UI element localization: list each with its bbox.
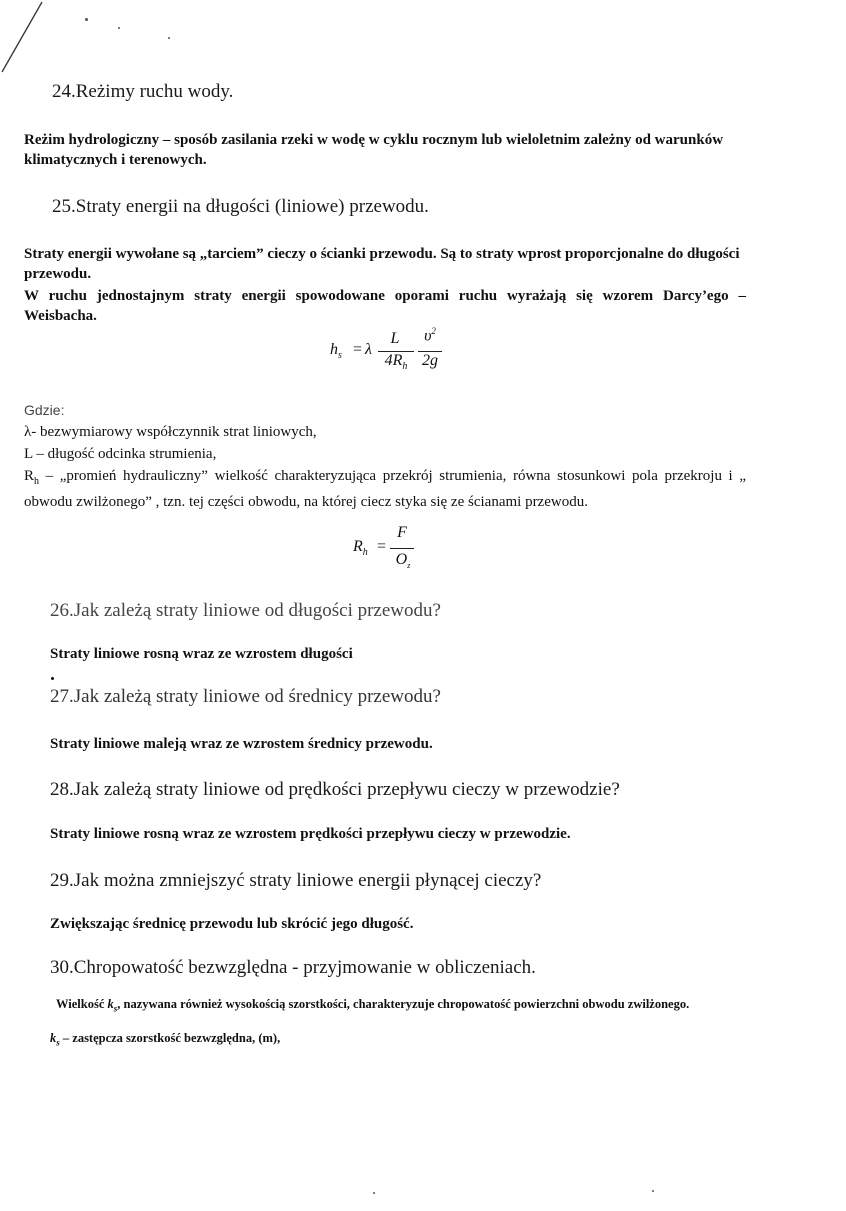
fraction-numerator: L: [390, 330, 400, 347]
section-24-paragraph: [24, 130, 754, 170]
formula2-equals: =: [377, 538, 387, 555]
definition-lambda: λ- bezwymiarowy współczynnik strat liniowych,: [24, 424, 317, 440]
definition-length: L – długość odcinka strumienia,: [24, 446, 217, 462]
section-30-heading: 30.Chropowatość bezwzględna - przyjmowanie w obliczeniach.: [50, 957, 536, 978]
section-29-answer: Zwiększając średnicę przewodu lub skrócić jego długość.: [50, 916, 414, 932]
section-30-paragraph: Wielkość $k_s$, nazywana również wysokością szorstkości, charakteryzuje chropowatość powierzchni obwodu zwilżonego.: [56, 997, 690, 1014]
scan-mark-line: [0, 0, 60, 80]
section-28-heading: 28.Jak zależą straty liniowe od prędkości przepływu cieczy w przewodzie?: [50, 779, 620, 800]
fraction-denominator: $4R_h$: [384, 352, 408, 373]
section-25-heading: 25.Straty energii na długości (liniowe) przewodu.: [52, 196, 429, 217]
section-29-heading: 29.Jak można zmniejszyć straty liniowe energii płynącej cieczy?: [50, 870, 542, 891]
fraction-v2-numerator: $\upsilon^2$: [424, 326, 436, 345]
bullet-dot: [51, 677, 54, 680]
section-26-heading: 26.Jak zależą straty liniowe od długości przewodu?: [50, 600, 441, 621]
formula-lambda: λ: [365, 341, 372, 358]
scan-speck: [373, 1192, 375, 1194]
formula-equals: =: [353, 341, 363, 358]
fraction-bar: [390, 548, 414, 549]
definition-hydraulic-radius: $R_h$ – „promień hydrauliczny” wielkość charakteryzująca przekrój strumienia, równa stosunkowi pola przekroju i „ obwodu zwilżonego” , tzn. tej części obwodu, na której ciecz styka się ze ścianami przewodu.: [24, 468, 746, 510]
section-28-answer: Straty liniowe rosną wraz ze wzrostem prędkości przepływu cieczy w przewodzie.: [50, 826, 571, 842]
fraction-2g-denominator: 2g: [422, 352, 438, 369]
scan-speck: [118, 27, 120, 29]
where-label: Gdzie:: [24, 402, 65, 418]
formula2-numerator: F: [397, 524, 407, 541]
fraction-l-over-4rh: [376, 330, 414, 348]
section-25-body2: W ruchu jednostajnym straty energii spowodowane oporami ruchu wyrażają się wzorem Darcy’ego – Weisbacha.: [24, 288, 746, 324]
term-rezim-hydrologiczny: Reżim hydrologiczny: [24, 132, 160, 148]
scan-speck: [168, 37, 170, 39]
section-30-ks-definition: $k_s$ – zastępcza szorstkość bezwzględna, (m),: [50, 1031, 281, 1048]
darcy-weisbach-formula: [330, 326, 460, 378]
formula-lhs: $h_s$: [330, 341, 342, 362]
section-24-body: – sposób zasilania rzeki w wodę w cyklu rocznym lub wieloletnim zależny od warunków klimatycznych i terenowych.: [24, 132, 724, 168]
scan-speck: [652, 1190, 654, 1192]
scan-speck: [85, 18, 88, 21]
formula2-denominator: $O_z$: [395, 551, 411, 571]
section-25-body: Straty energii wywołane są „tarciem” cieczy o ścianki przewodu. Są to straty wprost proporcjonalne do długości przewodu.: [24, 246, 740, 282]
section-26-answer: Straty liniowe rosną wraz ze wzrostem długości: [50, 646, 353, 662]
section-27-heading: 27.Jak zależą straty liniowe od średnicy przewodu?: [50, 686, 441, 707]
hydraulic-radius-formula: [353, 524, 423, 576]
formula2-lhs: $R_h$: [353, 538, 368, 559]
section-24-heading: 24.Reżimy ruchu wody.: [52, 81, 234, 102]
section-27-answer: Straty liniowe maleją wraz ze wzrostem średnicy przewodu.: [50, 736, 433, 752]
